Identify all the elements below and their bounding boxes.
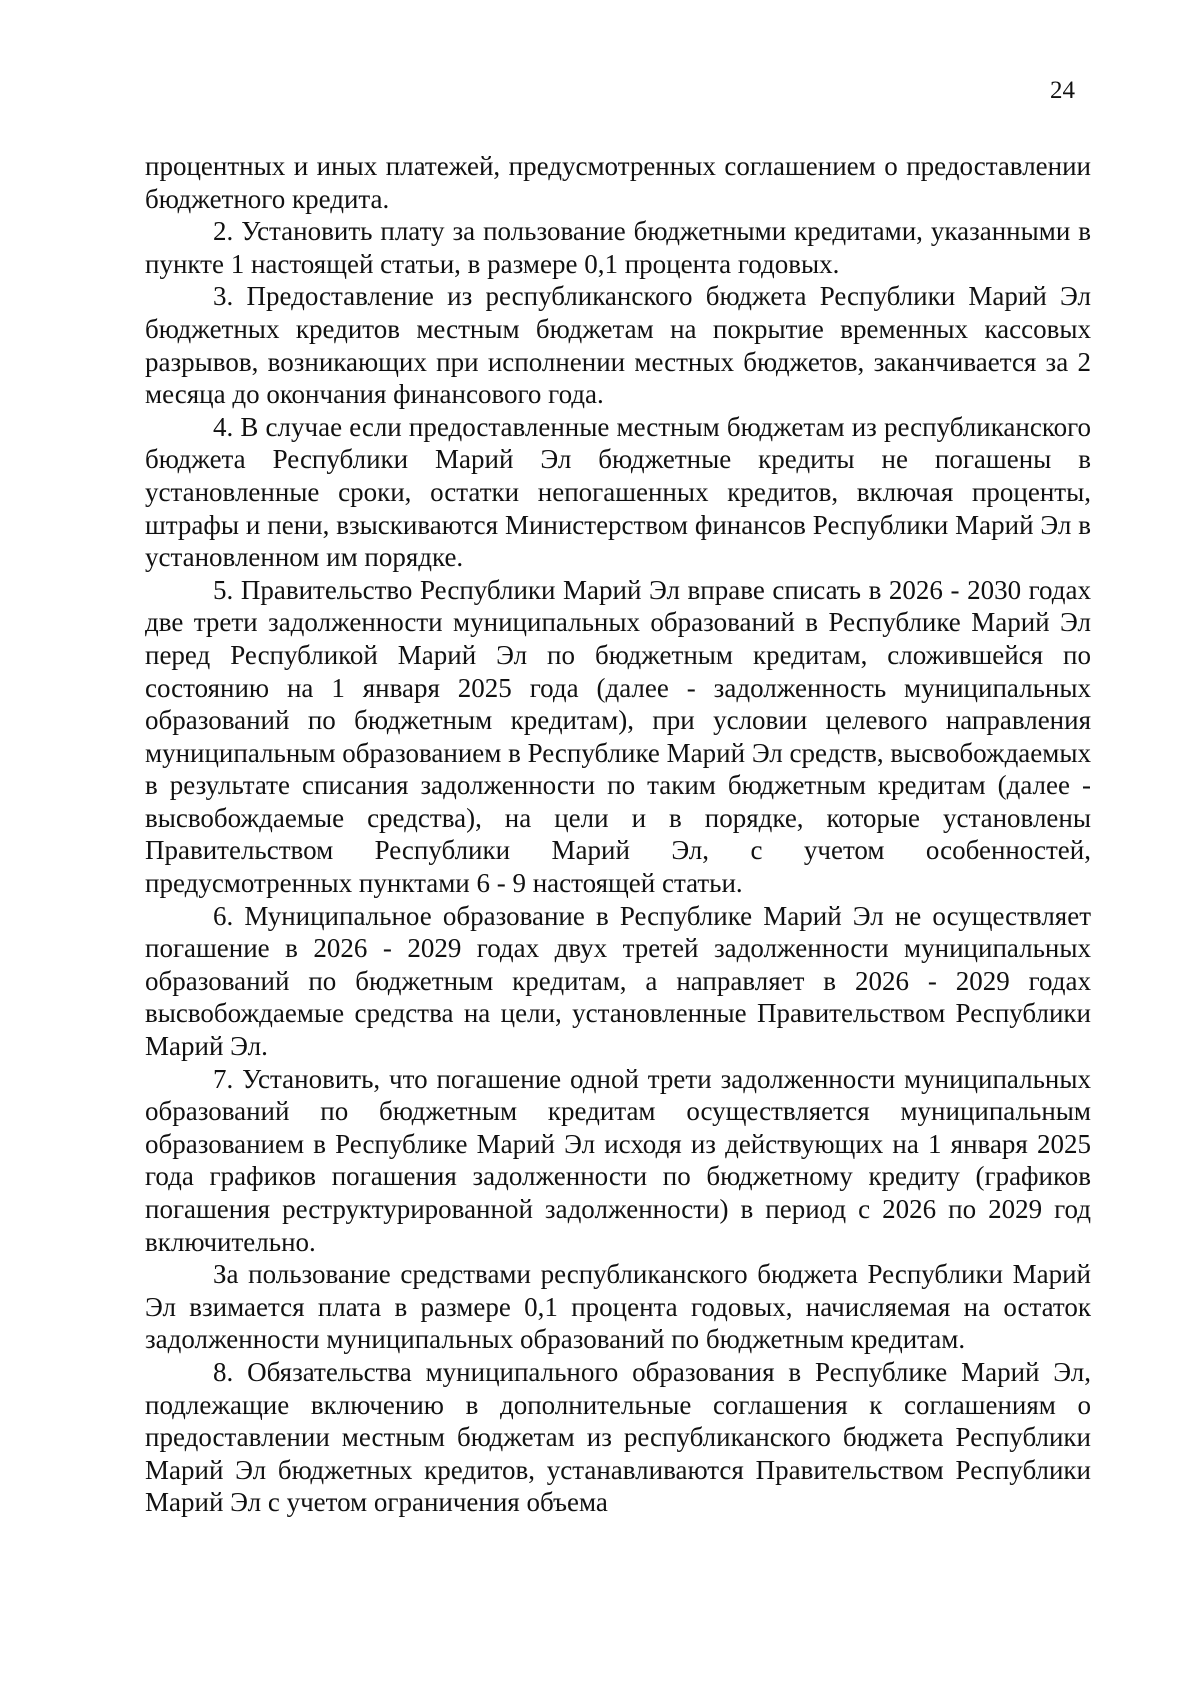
paragraph-continuation: процентных и иных платежей, предусмотренных соглашением о предоставлении бюджетного кредита.	[145, 151, 1091, 214]
paragraph-item-4: 4. В случае если предоставленные местным бюджетам из республиканского бюджета Республики Марий Эл бюджетные кредиты не погашены в установленные сроки, остатки непогашенных кредитов, включая проценты, штрафы и пени, взыскиваются Министерством финансов Республики Марий Эл в установленном им порядке.	[145, 411, 1091, 573]
paragraph-item-7: 7. Установить, что погашение одной трети задолженности муниципальных образований по бюджетным кредитам осуществляется муниципальным образованием в Республике Марий Эл исходя из действующих на 1 января 2025 года графиков погашения задолженности по бюджетному кредиту (графиков погашения реструктурированной задолженности) в период с 2026 по 2029 год включительно.	[145, 1063, 1091, 1257]
paragraph-item-6: 6. Муниципальное образование в Республике Марий Эл не осуществляет погашение в 2026 - 2029 годах двух третей задолженности муниципальных образований по бюджетным кредитам, а направляет в 2026 - 2029 годах высвобождаемые средства на цели, установленные Правительством Республики Марий Эл.	[145, 900, 1091, 1062]
paragraph-item-3: 3. Предоставление из республиканского бюджета Республики Марий Эл бюджетных кредитов местным бюджетам на покрытие временных кассовых разрывов, возникающих при исполнении местных бюджетов, заканчивается за 2 месяца до окончания финансового года.	[145, 281, 1091, 410]
paragraph-item-8: 8. Обязательства муниципального образования в Республике Марий Эл, подлежащие включению в дополнительные соглашения к соглашениям о предоставлении местным бюджетам из республиканского бюджета Республики Марий Эл бюджетных кредитов, устанавливаются Правительством Республики Марий Эл с учетом ограничения объема	[145, 1356, 1091, 1518]
page-number: 24	[1050, 77, 1075, 104]
paragraph-item-5: 5. Правительство Республики Марий Эл вправе списать в 2026 - 2030 годах две трети задолженности муниципальных образований в Республике Марий Эл перед Республикой Марий Эл по бюджетным кредитам, сложившейся по состоянию на 1 января 2025 года (далее - задолженность муниципальных образований по бюджетным кредитам), при условии целевого направления муниципальным образованием в Республике Марий Эл средств, высвобождаемых в результате списания задолженности по таким бюджетным кредитам (далее - высвобождаемые средства), на цели и в порядке, которые установлены Правительством Республики Марий Эл, с учетом особенностей, предусмотренных пунктами 6 - 9 настоящей статьи.	[145, 574, 1091, 899]
paragraph-item-2: 2. Установить плату за пользование бюджетными кредитами, указанными в пункте 1 настоящей статьи, в размере 0,1 процента годовых.	[145, 216, 1091, 279]
paragraph-item-7-fee: За пользование средствами республиканского бюджета Республики Марий Эл взимается плата в размере 0,1 процента годовых, начисляемая на остаток задолженности муниципальных образований по бюджетным кредитам.	[145, 1259, 1091, 1355]
document-body	[145, 150, 1091, 1519]
